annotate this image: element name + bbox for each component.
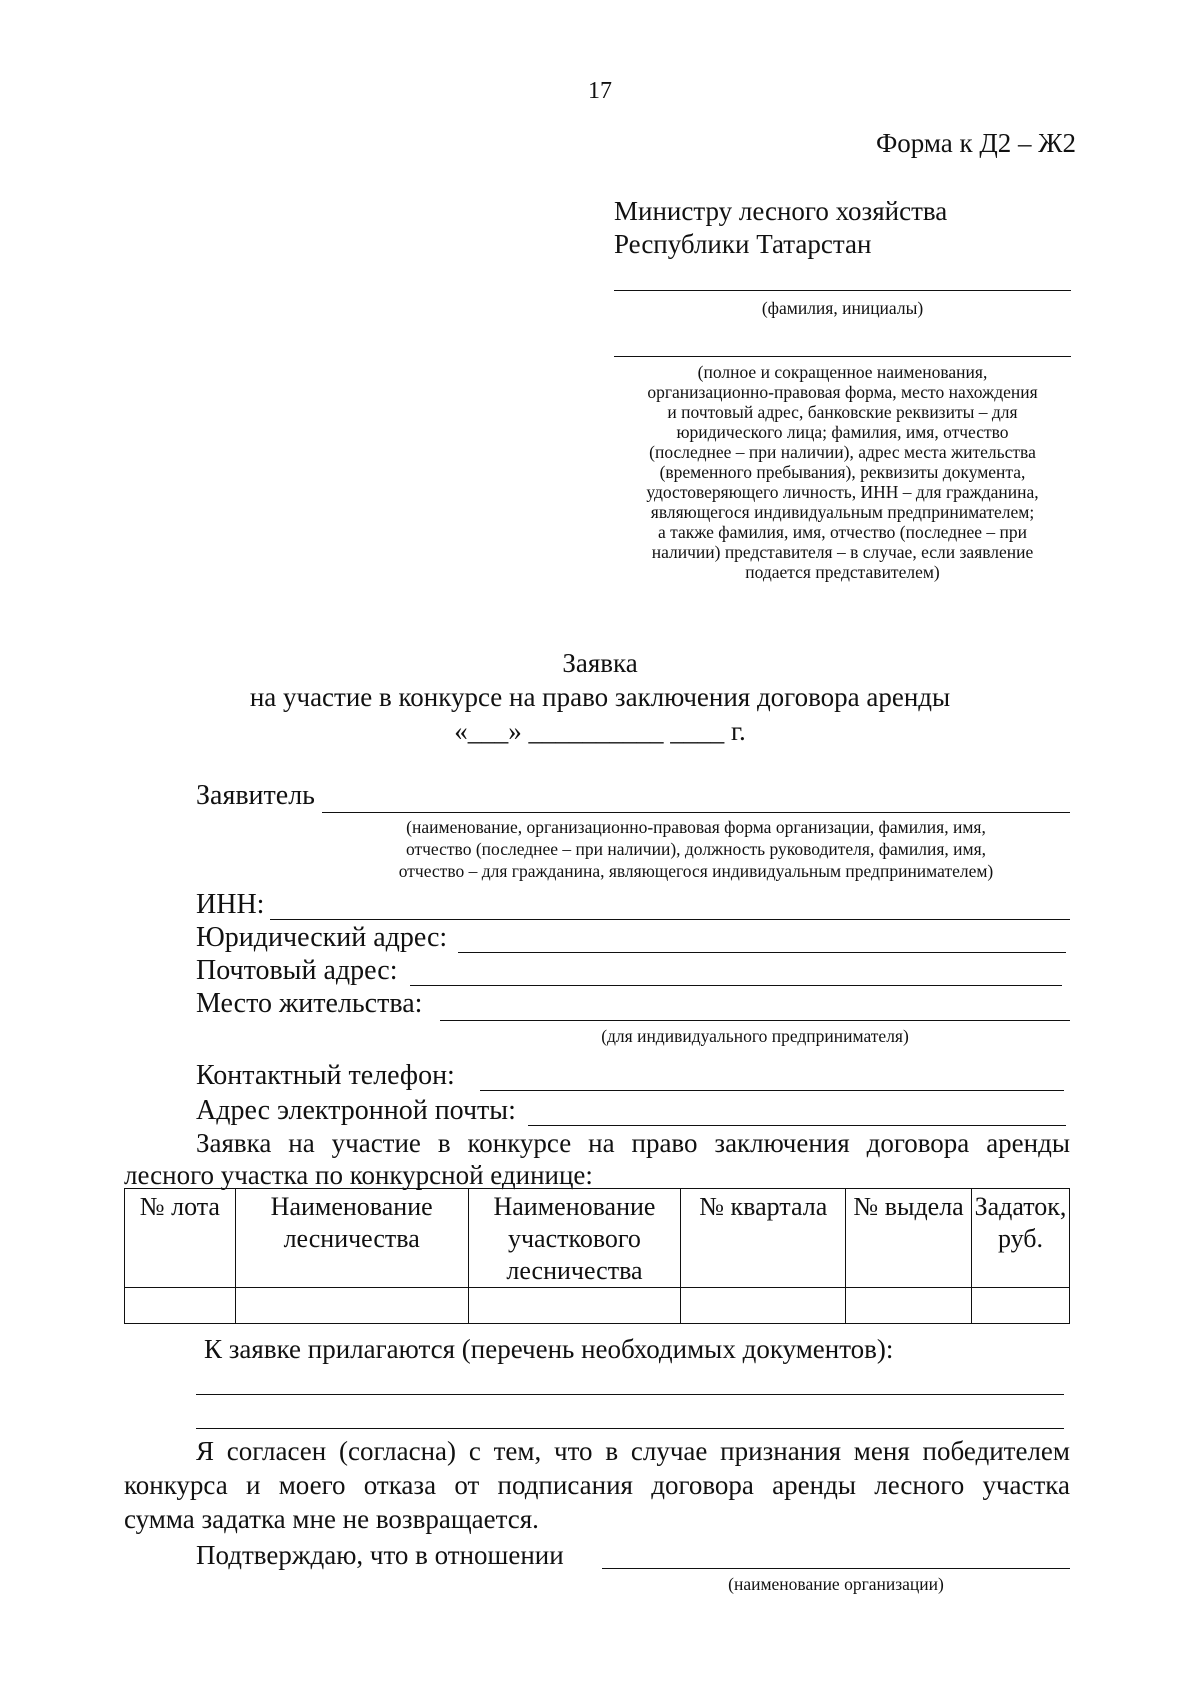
residence-label: Место жительства: [196, 988, 423, 1019]
attachments-label: К заявке прилагаются (перечень необходимых документов): [204, 1334, 894, 1364]
form-reference: Форма к Д2 – Ж2 [875, 128, 1076, 158]
lot-number-cell[interactable] [125, 1288, 236, 1324]
lot-intro-line-2: лесного участка по конкурсной единице: [124, 1160, 593, 1190]
confirm-label: Подтверждаю, что в отношении [196, 1540, 564, 1570]
attachments-input-line-2[interactable] [196, 1428, 1064, 1429]
residence-caption: (для индивидуального предпринимателя) [601, 1026, 909, 1046]
col-header-section-number: № выдела [846, 1189, 972, 1288]
phone-label: Контактный телефон: [196, 1060, 455, 1091]
addressee-name-line[interactable] [614, 290, 1071, 291]
addressee-details-line[interactable] [614, 356, 1071, 357]
legal-address-label: Юридический адрес: [196, 922, 448, 953]
col-header-quarter-number: № квартала [681, 1189, 846, 1288]
legal-address-input-line[interactable] [458, 952, 1066, 953]
district-forestry-cell[interactable] [468, 1288, 681, 1324]
applicant-label: Заявитель [196, 780, 315, 811]
forestry-cell[interactable] [235, 1288, 468, 1324]
deposit-cell[interactable] [971, 1288, 1069, 1324]
col-header-forestry: Наименование лесничества [235, 1189, 468, 1288]
postal-address-input-line[interactable] [410, 985, 1062, 986]
email-input-line[interactable] [528, 1125, 1066, 1126]
document-subtitle: на участие в конкурсе на право заключения договора аренды [249, 682, 951, 712]
date-line: «___» __________ ____ г. [454, 716, 746, 746]
postal-address-label: Почтовый адрес: [196, 955, 398, 986]
email-label: Адрес электронной почты: [196, 1095, 516, 1126]
addressee-line-1: Министру лесного хозяйства [614, 196, 948, 226]
page-number: 17 [588, 78, 612, 104]
section-number-cell[interactable] [846, 1288, 972, 1324]
applicant-caption: (наименование, организационно-правовая форма организации, фамилия, имя, отчество (последнее – при наличии), должность руководителя, фамилия, имя, отчество – для гражданина, являющегося индивидуальным предпринимателем) [398, 817, 994, 881]
applicant-input-line[interactable] [322, 812, 1070, 813]
document-title: Заявка [562, 648, 638, 678]
lots-table [124, 1188, 1070, 1324]
table-row [125, 1288, 1070, 1324]
agreement-line-2: конкурса и моего отказа от подписания договора аренды лесного участка [124, 1470, 1070, 1500]
residence-input-line[interactable] [440, 1020, 1070, 1021]
col-header-deposit: Задаток, руб. [971, 1189, 1069, 1288]
attachments-input-line-1[interactable] [196, 1394, 1064, 1395]
agreement-line-3: сумма задатка мне не возвращается. [124, 1504, 539, 1534]
confirm-input-line[interactable] [602, 1568, 1070, 1569]
table-header-row [125, 1189, 1070, 1288]
confirm-caption: (наименование организации) [728, 1574, 944, 1594]
col-header-district-forestry: Наименование участкового лесничества [468, 1189, 681, 1288]
inn-input-line[interactable] [270, 919, 1070, 920]
agreement-line-1: Я согласен (согласна) с тем, что в случае признания меня победителем [196, 1436, 1070, 1466]
lot-intro-line-1: Заявка на участие в конкурсе на право заключения договора аренды [196, 1128, 1070, 1158]
phone-input-line[interactable] [480, 1090, 1064, 1091]
addressee-line-2: Республики Татарстан [614, 229, 872, 259]
quarter-number-cell[interactable] [681, 1288, 846, 1324]
col-header-lot-number: № лота [125, 1189, 236, 1288]
inn-label: ИНН: [196, 889, 265, 920]
addressee-details-caption: (полное и сокращенное наименования, организационно-правовая форма, место нахождения и почтовый адрес, банковские реквизиты – для юридического лица; фамилия, имя, отчество (последнее – при наличии), адрес места жительства (временного пребывания), реквизиты документа, удостоверяющего личность, ИНН – для гражданина, являющегося индивидуальным предпринимателем; а также фамилия, имя, отчество (последнее – при наличии) представителя – в случае, если заявление подается представителем) [646, 362, 1039, 582]
addressee-name-caption: (фамилия, инициалы) [761, 298, 924, 318]
